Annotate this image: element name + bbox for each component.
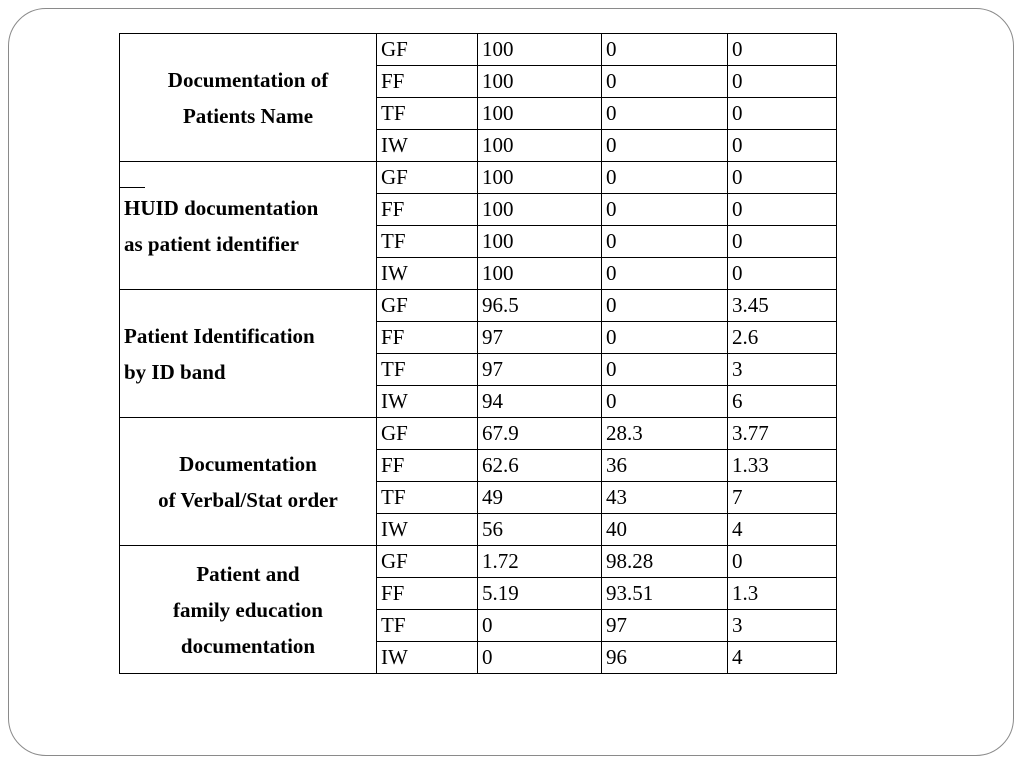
group-label-line: Documentation of [167, 67, 329, 92]
value-cell: 97 [478, 354, 602, 386]
value-cell: 3.77 [728, 418, 837, 450]
value-cell: 0 [728, 34, 837, 66]
value-cell: 0 [602, 354, 728, 386]
value-cell: 1.33 [728, 450, 837, 482]
table-row [120, 418, 837, 450]
value-cell: 100 [478, 162, 602, 194]
value-cell: 3 [728, 354, 837, 386]
value-cell: 0 [602, 66, 728, 98]
row-code-cell: FF [377, 66, 478, 98]
value-cell: 67.9 [478, 418, 602, 450]
row-code-cell: GF [377, 34, 478, 66]
group-label-line: Patients Name [182, 103, 314, 128]
value-cell: 2.6 [728, 322, 837, 354]
value-cell: 4 [728, 514, 837, 546]
value-cell: 1.72 [478, 546, 602, 578]
value-cell: 5.19 [478, 578, 602, 610]
value-cell: 97 [602, 610, 728, 642]
value-cell: 0 [728, 258, 837, 290]
row-code-cell: IW [377, 258, 478, 290]
group-label-line: HUID documentation [124, 195, 319, 220]
value-cell: 40 [602, 514, 728, 546]
value-cell: 0 [602, 162, 728, 194]
value-cell: 28.3 [602, 418, 728, 450]
group-label [120, 162, 377, 290]
group-label-line: by ID band [124, 359, 226, 384]
value-cell: 6 [728, 386, 837, 418]
group-label-line: family education [173, 597, 323, 622]
row-code-cell: IW [377, 130, 478, 162]
value-cell: 7 [728, 482, 837, 514]
value-cell: 100 [478, 34, 602, 66]
group-label-line: Documentation [179, 451, 317, 476]
value-cell: 56 [478, 514, 602, 546]
value-cell: 0 [602, 194, 728, 226]
value-cell: 0 [602, 226, 728, 258]
value-cell: 0 [728, 98, 837, 130]
group-label [120, 34, 377, 162]
table-body [120, 34, 837, 674]
value-cell: 100 [478, 98, 602, 130]
value-cell: 36 [602, 450, 728, 482]
row-code-cell: GF [377, 162, 478, 194]
value-cell: 0 [602, 98, 728, 130]
value-cell: 0 [728, 546, 837, 578]
value-cell: 0 [602, 34, 728, 66]
value-cell: 0 [602, 290, 728, 322]
row-code-cell: FF [377, 322, 478, 354]
group-label-line: Patient and [196, 561, 300, 586]
value-cell: 93.51 [602, 578, 728, 610]
group-label-line: Patient Identification [124, 323, 315, 348]
value-cell: 0 [728, 226, 837, 258]
row-code-cell: GF [377, 418, 478, 450]
row-code-cell: GF [377, 546, 478, 578]
value-cell: 100 [478, 130, 602, 162]
value-cell: 0 [728, 130, 837, 162]
group-label-line: documentation [180, 633, 316, 658]
metrics-table [119, 33, 837, 674]
row-code-cell: TF [377, 226, 478, 258]
group-label-line: of Verbal/Stat order [158, 487, 338, 512]
value-cell: 0 [728, 194, 837, 226]
row-code-cell: IW [377, 386, 478, 418]
value-cell: 0 [602, 130, 728, 162]
value-cell: 0 [728, 162, 837, 194]
row-code-cell: FF [377, 578, 478, 610]
row-code-cell: IW [377, 514, 478, 546]
value-cell: 96 [602, 642, 728, 674]
value-cell: 0 [478, 610, 602, 642]
group-label [120, 418, 377, 546]
value-cell: 100 [478, 194, 602, 226]
row-code-cell: FF [377, 194, 478, 226]
row-code-cell: IW [377, 642, 478, 674]
value-cell: 100 [478, 226, 602, 258]
row-code-cell: TF [377, 482, 478, 514]
value-cell: 62.6 [478, 450, 602, 482]
value-cell: 100 [478, 66, 602, 98]
table-row [120, 290, 837, 322]
value-cell: 96.5 [478, 290, 602, 322]
row-code-cell: FF [377, 450, 478, 482]
value-cell: 3.45 [728, 290, 837, 322]
value-cell: 4 [728, 642, 837, 674]
value-cell: 97 [478, 322, 602, 354]
row-code-cell: TF [377, 98, 478, 130]
table-row [120, 546, 837, 578]
value-cell: 43 [602, 482, 728, 514]
value-cell: 1.3 [728, 578, 837, 610]
value-cell: 0 [728, 66, 837, 98]
value-cell: 100 [478, 258, 602, 290]
group-label-line: as patient identifier [124, 231, 299, 256]
value-cell: 3 [728, 610, 837, 642]
value-cell: 0 [478, 642, 602, 674]
row-code-cell: TF [377, 354, 478, 386]
group-label [120, 290, 377, 418]
value-cell: 98.28 [602, 546, 728, 578]
table-row [120, 34, 837, 66]
value-cell: 94 [478, 386, 602, 418]
value-cell: 0 [602, 322, 728, 354]
value-cell: 49 [478, 482, 602, 514]
row-code-cell: GF [377, 290, 478, 322]
table-row [120, 162, 837, 194]
group-label [120, 546, 377, 674]
value-cell: 0 [602, 386, 728, 418]
row-code-cell: TF [377, 610, 478, 642]
value-cell: 0 [602, 258, 728, 290]
